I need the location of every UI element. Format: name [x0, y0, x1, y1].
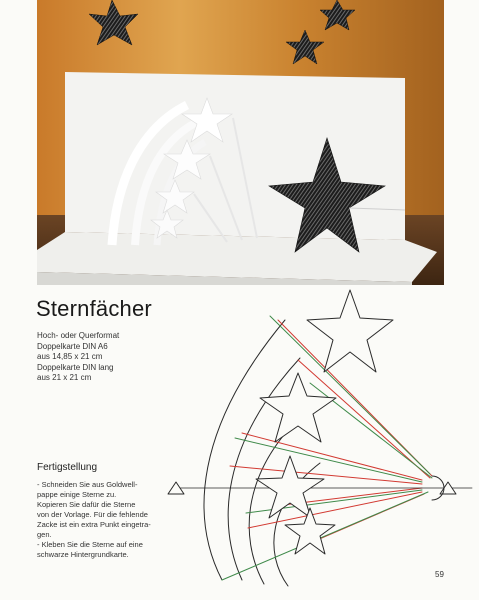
star-outline-small	[285, 508, 335, 554]
instruction-line: Zacke ist ein extra Punkt eingetra-	[37, 520, 151, 529]
template-diagram	[160, 288, 479, 600]
spec-line: Doppelkarte DIN A6	[37, 341, 108, 351]
photo-finished-card	[37, 0, 444, 285]
instruction-line: schwarze Hintergrundkarte.	[37, 550, 129, 559]
instruction-line: Kopieren Sie dafür die Sterne	[37, 500, 136, 509]
instruction-line: von der Vorlage. Für die fehlende	[37, 510, 148, 519]
instruction-line: gen.	[37, 530, 52, 539]
cutting-template	[160, 288, 479, 600]
photo-illustration	[37, 0, 444, 285]
star-outline	[256, 456, 324, 518]
page-number: 59	[435, 570, 444, 579]
instruction-line: - Schneiden Sie aus Goldwell-	[37, 480, 138, 489]
instruction-line: - Kleben Sie die Sterne auf eine	[37, 540, 143, 549]
spec-line: Hoch- oder Querformat	[37, 331, 120, 340]
spec-line: aus 14,85 x 21 cm	[37, 352, 103, 361]
spec-line: aus 21 x 21 cm	[37, 373, 92, 382]
spec-line: Doppelkarte DIN lang	[37, 362, 114, 372]
instruction-line: pappe einige Sterne zu.	[37, 490, 117, 499]
green-fold-lines	[222, 316, 432, 580]
star-outline-large	[307, 290, 393, 372]
instructions-text	[37, 480, 167, 560]
section-heading-fertigstellung: Fertigstellung	[37, 462, 98, 473]
page-title: Sternfächer	[36, 296, 152, 321]
